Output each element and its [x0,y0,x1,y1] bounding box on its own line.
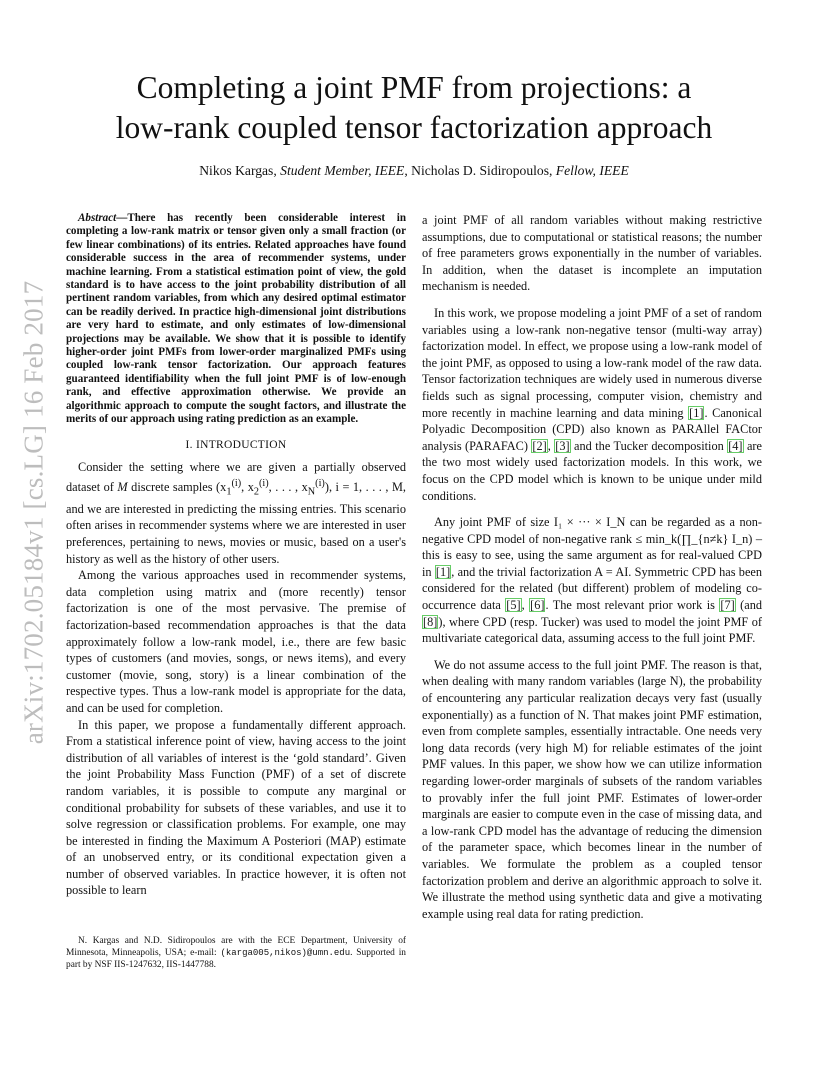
abstract: Abstract—There has recently been considerable interest in completing a low-rank matrix or tensor given only a small fraction (or few linear combinations) of its entries. Related approaches have found considerable success in the area of recommender systems, under machine learning. From a statistical estimation point of view, the gold standard is to have access to the joint probability distribution of all pertinent random variables, from which any desired optimal estimator can be readily derived. In practice high-dimensional joint distributions are very hard to estimate, and only estimates of low-dimensional projections may be available. We show that it is possible to identify higher-order joint PMFs from lower-order marginalized PMFs using coupled low-rank tensor factorization. Our approach features guaranteed identifiability when the full joint PMF is of low-enough rank, and effective approximation otherwise. We provide an algorithmic approach to compute the sought factors, and illustrate the merits of our approach using rating prediction as an example. [66,212,406,426]
title-line-2: low-rank coupled tensor factorization approach [115,110,713,145]
citation-link[interactable]: [8] [423,614,438,629]
paragraph: Consider the setting where we are given a partially observed dataset of M discrete samples ($x_1^{(i)}$, $x_2^{(i)}$, . . . , $x_N^{(i)}$), i = 1, . . . , M, and we are interested in predicting the missing entries. This scenario often arises in recommender systems where we are interested in user preferences, pertaining to news, movies or music, based on a user's history as well as the history of other users. [66,460,406,566]
footnote: N. Kargas and N.D. Sidiropoulos are with the ECE Department, University of Minnesota, Minneapolis, USA; e-mail: (karga005,nikos)@umn.edu. Supported in part by NSF IIS-1247632, IIS-1447788. [66,936,406,971]
paragraph: a joint PMF of all random variables without making restrictive assumptions, due to computational or statistical reasons; the number of free parameters grows exponentially in the number of variables. In addition, when the dataset is incomplete an imputation mechanism is needed. [422,213,762,294]
citation-link[interactable]: [1] [435,564,451,579]
author-name: Nikos Kargas, [199,163,281,178]
author-role: Fellow, IEEE [555,163,629,178]
paragraph: In this paper, we propose a fundamentally different approach. From a statistical inference point of view, having access to the joint distribution of all variables of interest is the ‘gold standard’. Given the joint Probability Mass Function (PMF) of a set of discrete random variables, it is possible to compute any marginal or conditional probability for subsets of these variables, and use it to solve regression or classification problems. For example, one may be interested in finding the Maximum A Posteriori (MAP) estimate of an unobserved entry, or its conditional expectation given a number of observed variables. In practice however, it is often not possible to learn [66,717,406,898]
paragraph: We do not assume access to the full joint PMF. The reason is that, when dealing with many random variables (large N), the probability of encountering any particular realization decays very fast (usually exponentially) as a function of N. That makes joint PMF estimation, even from complete samples, essentially intractable. One needs very long data records (very high M) for reliable estimates of the joint PMF values. In this paper, we show how we can utilize information regarding lower-order marginals of subsets of the random variables to provably infer the full joint PMF. Estimates of lower-order marginals are easier to compute even in the case of missing data, and a low-rank CPD model has the advantage of reducing the dimension of the parameter space, which becomes linear in the number of variables. We formulate the problem as a coupled tensor factorization problem and derive an algorithmic approach to solve it. We illustrate the method using synthetic data and give a motivating example using real data for rating prediction. [422,657,762,921]
citation-link[interactable]: [3] [555,438,570,453]
author-role: Student Member, IEEE [280,163,405,178]
paragraph: Any joint PMF of size I₁ × ··· × I_N can be regarded as a non-negative CPD model of non-negative rank ≤ min_k(∏_{n≠k} I_n) – this is easy to see, using the same argument as for real-valued CPD in [1], and the trivial factorization A = AI. Symmetric CPD has been considered for the related (but different) problem of modeling co-occurrence data [5], [6]. The most relevant prior work is [7] (and [8]), where CPD (resp. Tucker) was used to model the joint PMF of multivariate categorical data, assuming access to the full joint PMF. [422,515,763,646]
arxiv-stamp: arXiv:1702.05184v1 [cs.LG] 16 Feb 2017 [18,280,49,744]
title-line-1: Completing a joint PMF from projections: a [136,70,692,105]
citation-link[interactable]: [7] [720,598,735,613]
paragraph: Among the various approaches used in recommender systems, data completion using matrix and (more recently) tensor factorization is one of the most pervasive. The premise of factorization-based recommendation approaches is that the data approximately follow a low-rank model, i.e., there are few basic types of customers (and movies, songs, or news items), and every customer (movie, song, story) is a linear combination of the respective types. Thus a low-rank model is appropriate for the data, and can be used for completion. [66,568,406,715]
left-column [66,212,406,899]
citation-link[interactable]: [6] [530,598,545,613]
citation-link[interactable]: [4] [728,438,743,453]
paragraph: In this work, we propose modeling a joint PMF of a set of random variables using a low-rank non-negative tensor (multi-way array) factorization model. In effect, we propose using a low-rank model of the joint PMF, as opposed to using a low-rank model of the raw data. Tensor factorization techniques are widely used in numerous diverse fields such as signal processing, computer vision, chemistry and more recently in machine learning and data mining [1]. Canonical Polyadic Decomposition (CPD) also known as PARAllel FACtor analysis (PARAFAC) [2], [3] and the Tucker decomposition [4] are the two most widely used factorization models. In this work, we focus on the CPD model which is known to be unique under mild conditions. [422,305,762,503]
citation-link[interactable]: [1] [689,405,704,420]
right-column [422,212,762,922]
author-line [60,163,768,179]
email-address: (karga005,nikos)@umn.edu [220,948,351,959]
citation-link[interactable]: [2] [532,438,547,453]
citation-link[interactable]: [5] [506,598,521,613]
paper-title [60,68,768,148]
section-heading: I. INTRODUCTION [185,438,287,451]
author-name: , Nicholas D. Sidiropoulos, [404,163,556,178]
